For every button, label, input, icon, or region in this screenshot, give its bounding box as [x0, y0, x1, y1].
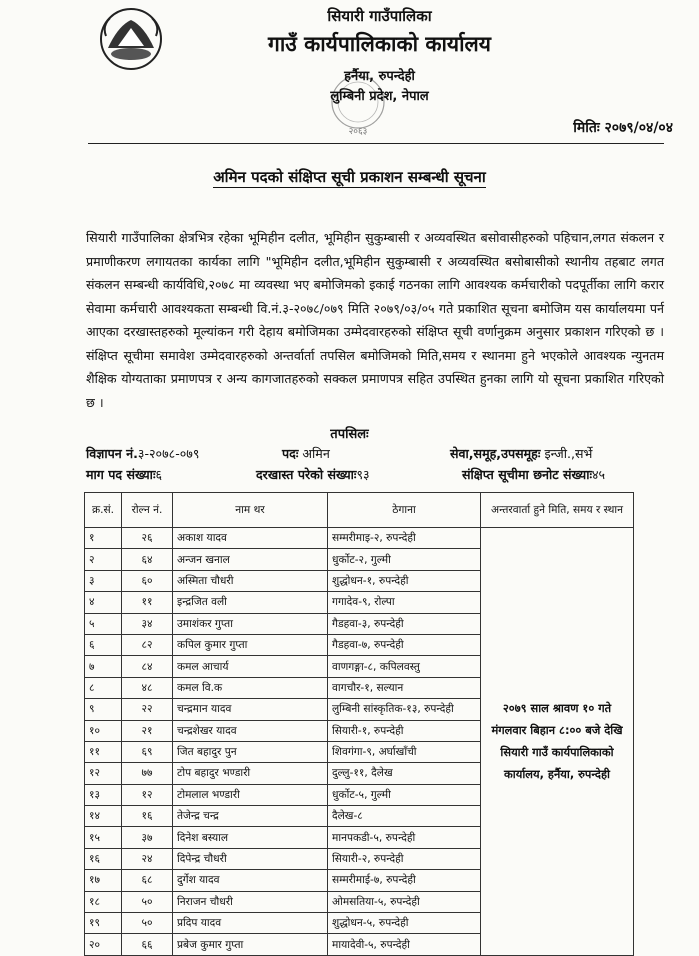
serial-cell: १७: [85, 870, 122, 891]
ad-number-value: ३-२०७८-०७९: [137, 446, 200, 461]
serial-cell: ३: [85, 570, 122, 591]
col-header-address: ठेगाना: [328, 493, 481, 528]
roll-cell: २१: [122, 720, 173, 741]
name-cell: अकाश यादव: [173, 528, 328, 549]
address-cell: शुद्धोधन-१, रुपन्देही: [328, 570, 481, 591]
demand-count-value: ६: [155, 467, 163, 482]
name-cell: चन्द्रशेखर यादव: [173, 720, 328, 741]
address-cell: दुल्लु-११, दैलेख: [328, 763, 481, 784]
address-cell: लुम्बिनी सांस्कृतिक-१३, रुपन्देही: [328, 699, 481, 720]
notice-title-text: अमिन पदको संक्षिप्त सूची प्रकाशन सम्बन्धी सूचना: [213, 168, 486, 186]
serial-cell: १५: [85, 827, 122, 848]
address-cell: धुर्कोट-२, गुल्मी: [328, 549, 481, 570]
address-cell: सम्मरीमाइ-२, रुपन्देही: [328, 528, 481, 549]
address-cell: सम्मरीमाई-७, रुपन्देही: [328, 870, 481, 891]
roll-cell: ३४: [122, 613, 173, 634]
address-cell: गैडहवा-३, रुपन्देही: [328, 613, 481, 634]
roll-cell: ८४: [122, 656, 173, 677]
applied-count-label: दरखास्त परेको संख्याः: [256, 467, 357, 482]
roll-cell: ६४: [122, 549, 173, 570]
post: [282, 445, 330, 462]
serial-cell: १३: [85, 784, 122, 805]
name-cell: दुर्गेश यादव: [173, 870, 328, 891]
address-cell: ओमसतिया-५, रुपन्देही: [328, 891, 481, 912]
roll-cell: ६९: [122, 741, 173, 762]
col-header-serial: क्र.सं.: [85, 493, 122, 528]
name-cell: कमल आचार्य: [173, 656, 328, 677]
roll-cell: ३७: [122, 827, 173, 848]
address-cell: मानपकडी-५, रुपन्देही: [328, 827, 481, 848]
demand-count: [86, 466, 162, 483]
address-cell: वागचौर-१, सल्यान: [328, 677, 481, 698]
serial-cell: ५: [85, 613, 122, 634]
serial-cell: २०: [85, 934, 122, 955]
serial-cell: ११: [85, 741, 122, 762]
col-header-roll: रोल्न नं.: [122, 493, 173, 528]
name-cell: कपिल कुमार गुप्ता: [173, 634, 328, 655]
roll-cell: १२: [122, 784, 173, 805]
ad-number-label: विज्ञापन नं.: [86, 446, 138, 461]
office-address: हर्नैया, रुपन्देही: [344, 69, 415, 84]
table-row: [85, 528, 634, 549]
roll-cell: २२: [122, 699, 173, 720]
header-divider: [88, 143, 664, 144]
applied-count-value: ९३: [356, 467, 370, 482]
name-cell: जित बहादुर पुन: [173, 741, 328, 762]
notice-date: मितिः २०७९/०४/०४: [573, 120, 673, 136]
notice-title: [0, 167, 699, 187]
name-cell: दिपेन्द्र चौधरी: [173, 848, 328, 869]
shortlist-table: [84, 492, 634, 956]
serial-cell: १: [85, 528, 122, 549]
address-cell: शुद्धोधन-५, रुपन्देही: [328, 913, 481, 934]
name-cell: टोमलाल भण्डारी: [173, 784, 328, 805]
roll-cell: ८२: [122, 634, 173, 655]
address-cell: सियारी-२, रुपन्देही: [328, 848, 481, 869]
notice-body: सियारी गाउँपालिका क्षेत्रभित्र रहेका भूमिहीन दलीत, भूमिहीन सुकुम्बासी र अव्यवस्थित बसोवासीहरुको पहिचान,लगत संकलन र प्रमाणीकरण लगायतका कार्यका लागि "भूमिहीन दलीत,भूमिहीन सुकुम्बासी र अव्यवस्थित बसोबासीको स्थानीय तहबाट लगत संकलन सम्बन्धी कार्यविधि,२०७८ मा व्यवस्था भए बमोजिमको इकाई गठनका लागि आवश्यक कर्मचारीको पदपूर्तीका लागि करार सेवामा कर्मचारी आवश्यकता सम्बन्धी वि.नं.३-२०७८/०७९ मिति २०७९/०३/०५ गते प्रकाशित सूचना बमोजिम यस कार्यालयमा पर्न आएका दरखास्तहरुको मूल्यांकन गरी देहाय बमोजिमका उम्मेदवारहरुको संक्षिप्त सूची वर्णानुक्रम अनुसार प्रकाशन गरिएको छ । संक्षिप्त सूचीमा समावेश उम्मेदवारहरुको अन्तर्वार्ता तपसिल बमोजिमको मिति,समय र स्थानमा हुने भएकोले आवश्यक न्युनतम शैक्षिक योग्यताका प्रमाणपत्र र अन्य कागजातहरुको सक्कल प्रमाणपत्र सहित उपस्थित हुनका लागि यो सूचना प्रकाशित गरिएको छ ।: [86, 230, 664, 410]
address-cell: वाणगङ्गा-८, कपिलवस्तु: [328, 656, 481, 677]
roll-cell: ५०: [122, 891, 173, 912]
roll-cell: ६०: [122, 570, 173, 591]
roll-cell: ६८: [122, 870, 173, 891]
address-cell: गैडहवा-७, रुपन्देही: [328, 634, 481, 655]
serial-cell: ४: [85, 592, 122, 613]
serial-cell: ८: [85, 677, 122, 698]
roll-cell: २६: [122, 528, 173, 549]
shortlist-count: [462, 466, 605, 483]
name-cell: टोप बहादुर भण्डारी: [173, 763, 328, 784]
name-cell: उमाशंकर गुप्ता: [173, 613, 328, 634]
serial-cell: १४: [85, 806, 122, 827]
name-cell: तेजेन्द्र चन्द्र: [173, 806, 328, 827]
serial-cell: १२: [85, 763, 122, 784]
address-cell: शिवगंगा-९, अर्घाखाँची: [328, 741, 481, 762]
service-group: [450, 445, 592, 462]
office-province: लुम्बिनी प्रदेश, नेपाल: [330, 89, 429, 104]
name-cell: चन्द्रमान यादव: [173, 699, 328, 720]
address-cell: मायादेवी-५, रुपन्देही: [328, 934, 481, 955]
shortlist-count-value: ४५: [592, 467, 606, 482]
roll-cell: ७७: [122, 763, 173, 784]
col-header-interview: अन्तरवार्ता हुने मिति, समय र स्थान: [481, 493, 634, 528]
roll-cell: २४: [122, 848, 173, 869]
interview-details-cell: २०७९ साल श्रावण १० गते मंगलवार बिहान ८:०० बजे देखि सियारी गाउँ कार्यपालिकाको कार्यालय, हर्नैया, रुपन्देही: [481, 528, 634, 956]
shortlist-count-label: संक्षिप्त सूचीमा छनोट संख्याः: [462, 467, 592, 482]
name-cell: अस्मिता चौधरी: [173, 570, 328, 591]
address-cell: दैलेख-८: [328, 806, 481, 827]
serial-cell: १८: [85, 891, 122, 912]
roll-cell: ४८: [122, 677, 173, 698]
serial-cell: १९: [85, 913, 122, 934]
details-heading: तपसिलः: [330, 427, 369, 442]
roll-cell: ६६: [122, 934, 173, 955]
service-group-label: सेवा,समूह,उपसमूहः: [450, 446, 541, 461]
applied-count: [256, 466, 370, 483]
address-cell: धुर्कोट-५, गुल्मी: [328, 784, 481, 805]
post-value: अमिन: [302, 446, 330, 461]
serial-cell: १६: [85, 848, 122, 869]
address-cell: गगादेव-९, रोल्पा: [328, 592, 481, 613]
ad-number: [86, 445, 199, 462]
name-cell: इन्द्रजित वली: [173, 592, 328, 613]
serial-cell: १०: [85, 720, 122, 741]
name-cell: निराजन चौधरी: [173, 891, 328, 912]
name-cell: कमल वि.क: [173, 677, 328, 698]
office-heading: गाउँ कार्यपालिकाको कार्यालय: [268, 32, 491, 56]
roll-cell: ११: [122, 592, 173, 613]
stamp-year: २०६३: [348, 127, 368, 137]
roll-cell: १६: [122, 806, 173, 827]
demand-count-label: माग पद संख्याः: [86, 467, 156, 482]
name-cell: अन्जन खनाल: [173, 549, 328, 570]
serial-cell: ९: [85, 699, 122, 720]
name-cell: दिनेश बस्याल: [173, 827, 328, 848]
service-group-value: इन्जी.,सर्भे: [544, 446, 593, 461]
name-cell: प्रबेज कुमार गुप्ता: [173, 934, 328, 955]
roll-cell: ५०: [122, 913, 173, 934]
serial-cell: २: [85, 549, 122, 570]
name-cell: प्रदिप यादव: [173, 913, 328, 934]
office-name: सियारी गाउँपालिका: [327, 7, 432, 25]
serial-cell: ७: [85, 656, 122, 677]
post-label: पदः: [282, 446, 299, 461]
address-cell: सियारी-१, रुपन्देही: [328, 720, 481, 741]
serial-cell: ६: [85, 634, 122, 655]
col-header-name: नाम थर: [173, 493, 328, 528]
